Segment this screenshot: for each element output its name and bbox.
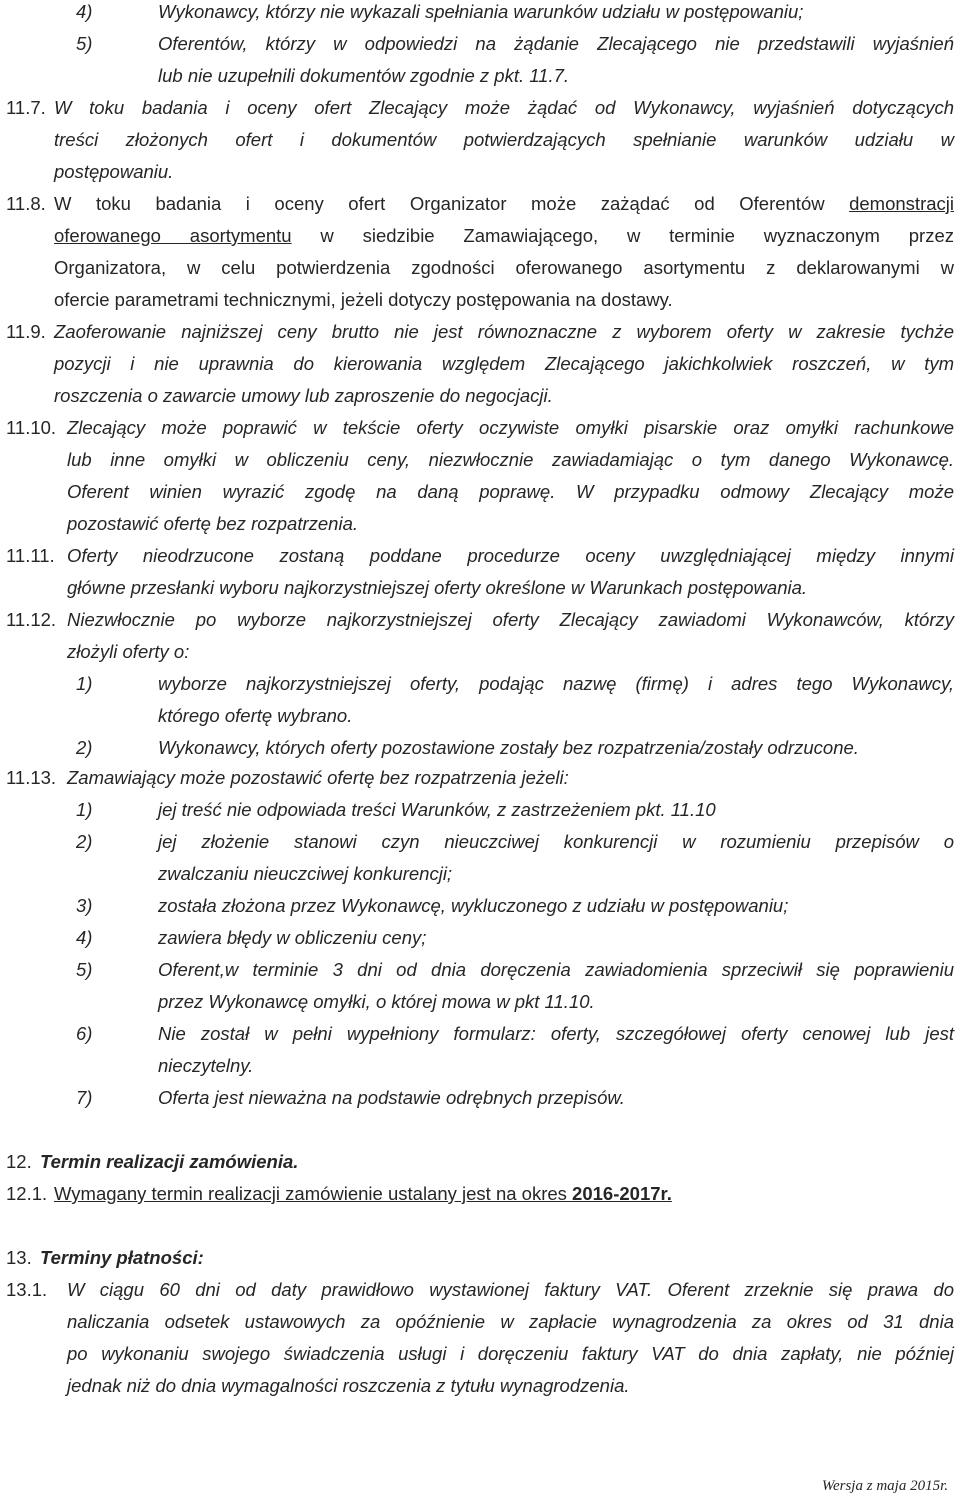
paragraph-12-1: 12.1. Wymagany termin realizacji zamówienie ustalany jest na okres 2016-2017r.	[0, 1178, 960, 1210]
list-item: 5) Oferent,w terminie 3 dni od dnia doręczenia zawiadomienia sprzeciwił się poprawieniu	[0, 954, 960, 986]
paragraph-number: 11.11.	[6, 545, 55, 566]
section-title: Terminy płatności:	[40, 1247, 204, 1268]
list-number: 1)	[76, 673, 93, 694]
section-number: 12.	[6, 1151, 32, 1172]
paragraph-11-12: 11.12. Niezwłocznie po wyborze najkorzystniejszej oferty Zlecający zawiadomi Wykonawców, którzy	[0, 604, 960, 636]
paragraph-number: 12.1.	[6, 1183, 48, 1204]
paragraph-number: 11.10.	[6, 417, 57, 438]
list-number: 3)	[76, 895, 93, 916]
paragraph-number: 11.12.	[6, 609, 57, 630]
paragraph-11-9: 11.9. Zaoferowanie najniższej ceny brutto nie jest równoznaczne z wyborem oferty w zakresie tychże	[0, 316, 960, 348]
paragraph-number: 11.9.	[6, 321, 46, 342]
section-heading-12	[0, 1146, 960, 1178]
list-number: 2)	[76, 831, 93, 852]
list-number: 4)	[76, 927, 93, 948]
list-text: Wykonawcy, którzy nie wykazali spełniania warunków udziału w postępowaniu;	[158, 1, 804, 22]
paragraph-number: 13.1.	[6, 1279, 48, 1300]
paragraph-number: 11.13.	[6, 767, 57, 788]
list-item	[0, 28, 960, 60]
paragraph-11-7: 11.7. W toku badania i oceny ofert Zlecający może żądać od Wykonawcy, wyjaśnień dotyczących	[0, 92, 960, 124]
list-number: 6)	[76, 1023, 93, 1044]
list-item: 1) wyborze najkorzystniejszej oferty, podając nazwę (firmę) i adres tego Wykonawcy,	[0, 668, 960, 700]
list-item	[0, 0, 960, 28]
list-item-continuation: lub nie uzupełnili dokumentów zgodnie z pkt. 11.7.	[158, 65, 570, 86]
list-number: 7)	[76, 1087, 93, 1108]
list-number: 5)	[76, 959, 93, 980]
paragraph-11-10: 11.10. Zlecający może poprawić w tekście oferty oczywiste omyłki pisarskie oraz omyłki rachunkowe	[0, 412, 960, 444]
list-item: 1) jej treść nie odpowiada treści Warunków, z zastrzeżeniem pkt. 11.10	[0, 794, 960, 826]
paragraph-11-8: 11.8. W toku badania i oceny ofert Organizator może zażądać od Oferentów demonstracji	[0, 188, 960, 220]
section-number: 13.	[6, 1247, 32, 1268]
paragraph-11-11: 11.11. Oferty nieodrzucone zostaną poddane procedurze oceny uwzględniającej między innymi	[0, 540, 960, 572]
list-item: 7) Oferta jest nieważna na podstawie odrębnych przepisów.	[0, 1082, 960, 1114]
paragraph-number: 11.7.	[6, 97, 46, 118]
list-number: 2)	[76, 737, 93, 758]
version-footer: Wersja z maja 2015r.	[821, 1478, 948, 1494]
list-item: 6) Nie został w pełni wypełniony formularz: oferty, szczegółowej oferty cenowej lub jest	[0, 1018, 960, 1050]
paragraph-13-1: 13.1. W ciągu 60 dni od daty prawidłowo wystawionej faktury VAT. Oferent zrzeknie się prawa do	[0, 1274, 960, 1306]
list-text: Oferentów, którzy w odpowiedzi na żądanie Zlecającego nie przedstawili wyjaśnień	[158, 33, 954, 54]
list-number: 5)	[76, 33, 93, 54]
list-number: 4)	[76, 1, 93, 22]
section-heading-13	[0, 1242, 960, 1274]
paragraph-11-13: 11.13. Zamawiający może pozostawić ofertę bez rozpatrzenia jeżeli:	[0, 762, 960, 794]
list-item: 4) zawiera błędy w obliczeniu ceny;	[0, 922, 960, 954]
list-item: 2) jej złożenie stanowi czyn nieuczciwej konkurencji w rozumieniu przepisów o	[0, 826, 960, 858]
list-number: 1)	[76, 799, 93, 820]
section-title: Termin realizacji zamówienia.	[40, 1151, 299, 1172]
list-item: 3) została złożona przez Wykonawcę, wykluczonego z udziału w postępowaniu;	[0, 890, 960, 922]
list-item: 2) Wykonawcy, których oferty pozostawione zostały bez rozpatrzenia/zostały odrzucone.	[0, 732, 960, 764]
paragraph-number: 11.8.	[6, 193, 46, 214]
